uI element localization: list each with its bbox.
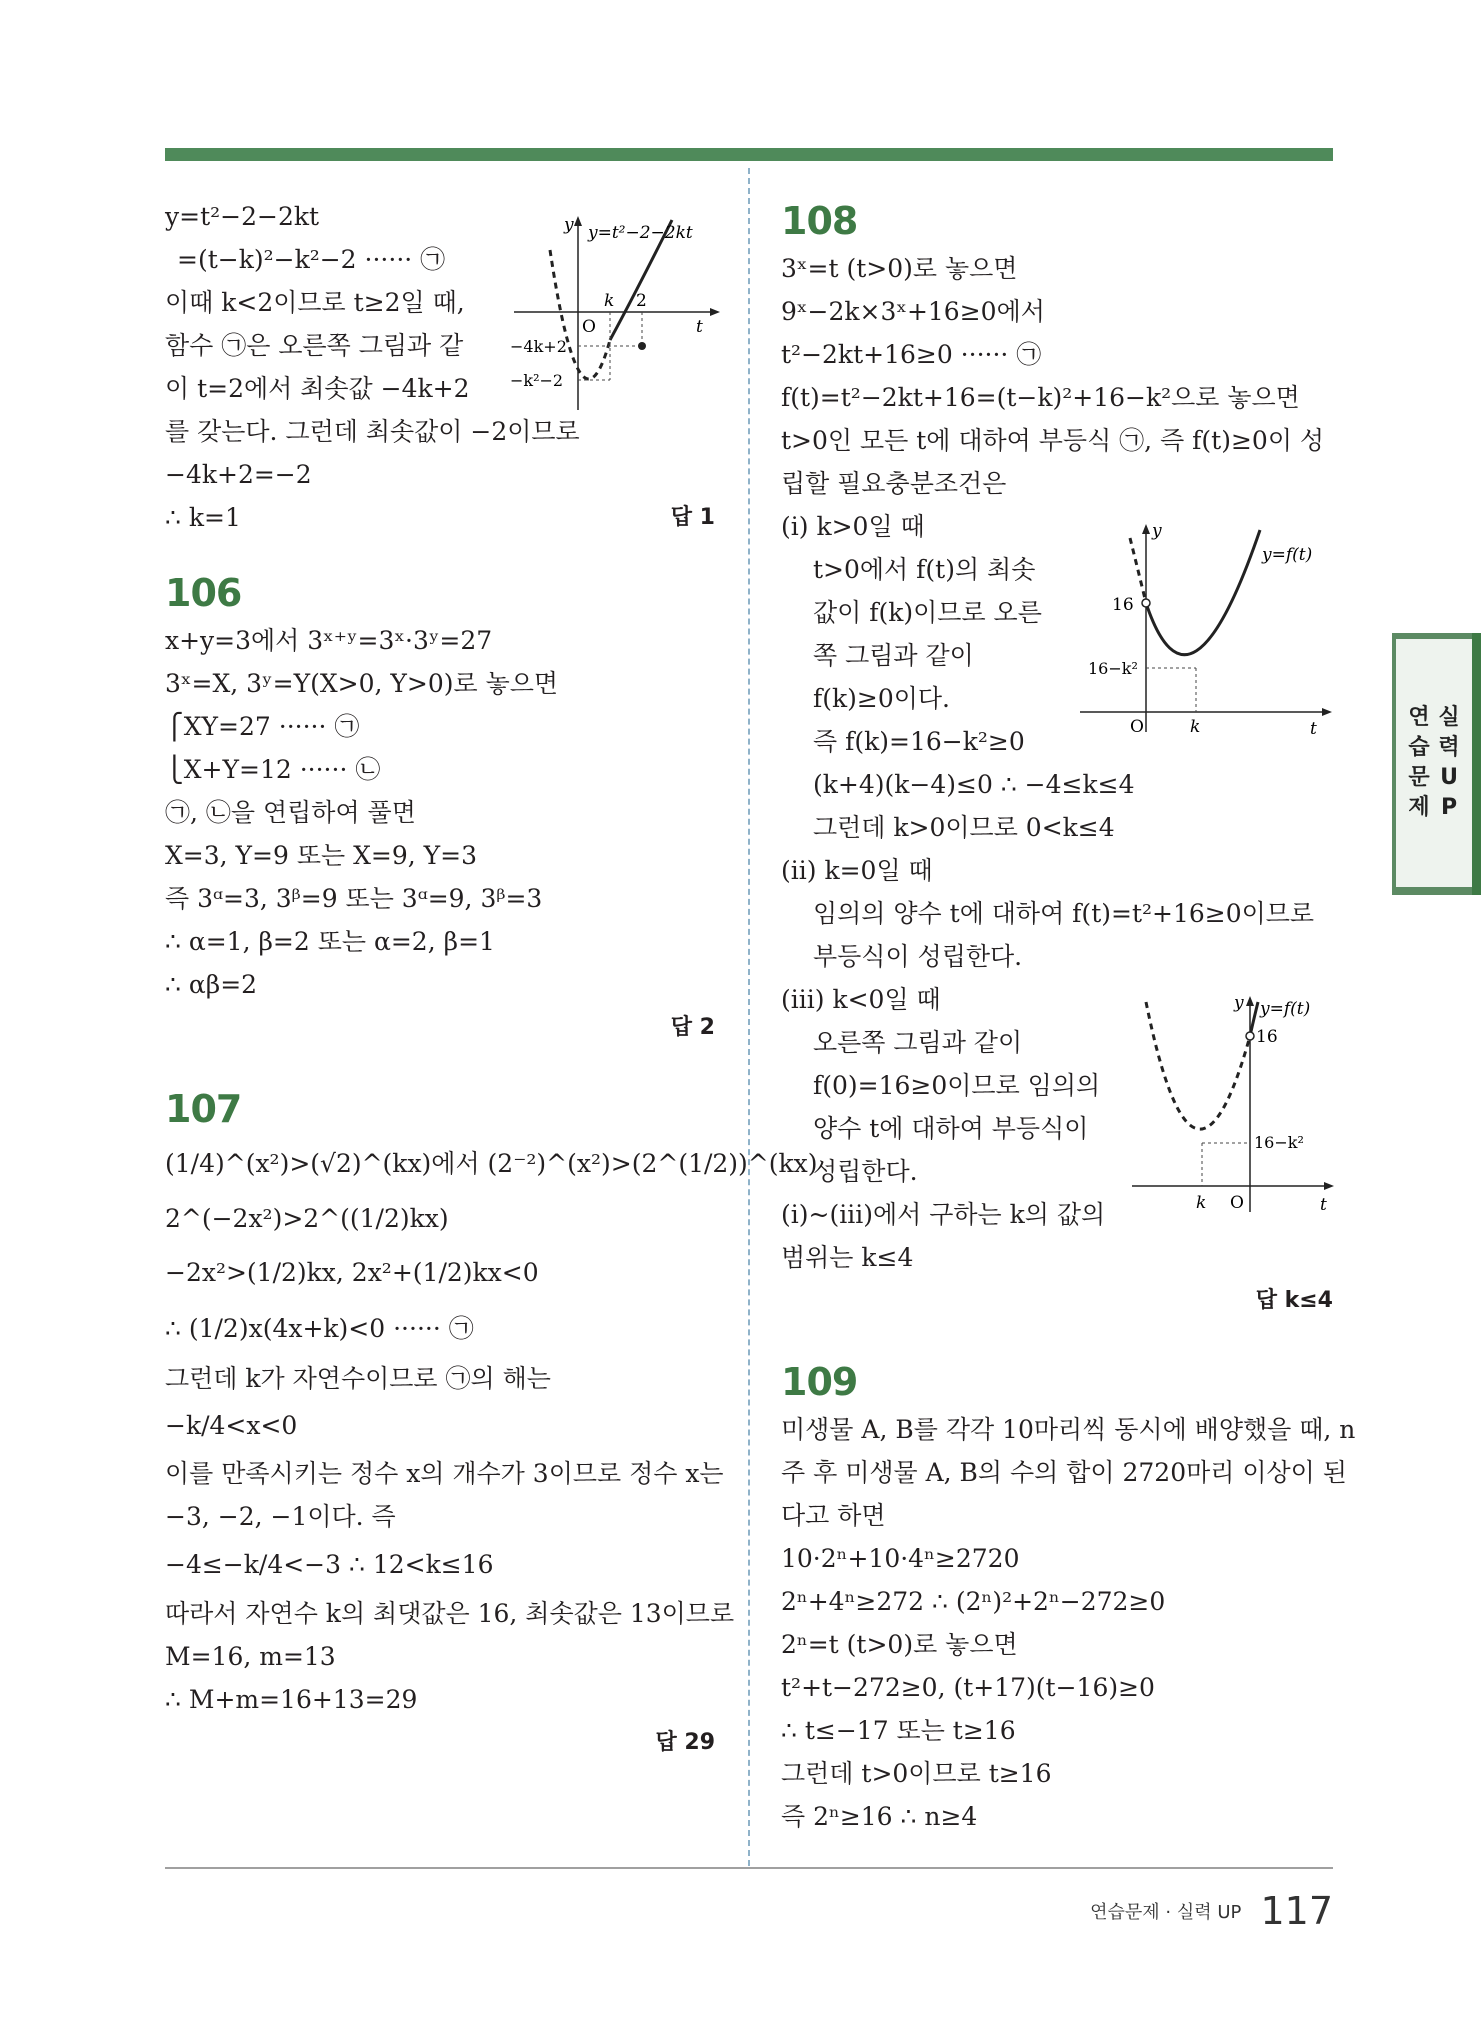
- solution-line: f(k)≥0이다.: [813, 684, 951, 713]
- value-label: 16: [1256, 1027, 1278, 1047]
- figure-108-case3: [1130, 990, 1340, 1220]
- figure-105-parabola: [510, 210, 730, 410]
- solution-line: 이를 만족시키는 정수 x의 개수가 3이므로 정수 x는: [165, 1459, 724, 1488]
- side-tab-char: 제: [1408, 795, 1430, 820]
- side-tab-char: 습: [1408, 735, 1430, 760]
- answer-105: 답 1: [670, 505, 715, 530]
- page-footer: [1090, 1889, 1333, 1933]
- solution-line: (i)~(iii)에서 구하는 k의 값의: [781, 1200, 1106, 1229]
- solution-line: x+y=3에서 3ˣ⁺ʸ=3ˣ·3ʸ=27: [165, 626, 493, 655]
- side-tab-char: 문: [1408, 765, 1430, 790]
- value-label: −4k+2: [510, 337, 567, 356]
- solution-line: 즉 3ᵅ=3, 3ᵝ=9 또는 3ᵅ=9, 3ᵝ=3: [165, 884, 543, 913]
- solution-line: y=t²−2−2kt: [165, 202, 320, 231]
- solution-line: t²−2kt+16≥0 ······ ㉠: [781, 340, 1042, 369]
- solution-line: −4k+2=−2: [165, 460, 312, 489]
- header-bar: [165, 148, 1333, 161]
- value-label: 16−k²: [1254, 1133, 1304, 1152]
- solution-line: 양수 t에 대하여 부등식이: [813, 1114, 1089, 1143]
- solution-line: 쪽 그림과 같이: [813, 641, 974, 670]
- solution-line: M=16, m=13: [165, 1642, 336, 1671]
- value-label: 16: [1112, 595, 1134, 615]
- solution-line: 임의의 양수 t에 대하여 f(t)=t²+16≥0이므로: [813, 899, 1315, 928]
- solution-line: 성립한다.: [813, 1157, 918, 1186]
- solution-line: 즉 2ⁿ≥16 ∴ n≥4: [781, 1802, 978, 1831]
- solution-line: 이 t=2에서 최솟값 −4k+2: [165, 374, 470, 403]
- side-tab-inner: [1396, 639, 1472, 887]
- solution-line: 부등식이 성립한다.: [813, 942, 1023, 971]
- solution-line: −k/4<x<0: [165, 1411, 298, 1440]
- solution-line: ㉠, ㉡을 연립하여 풀면: [165, 798, 416, 827]
- solution-line: ∴ k=1: [165, 503, 241, 532]
- solution-line: 범위는 k≤4: [781, 1243, 914, 1272]
- value-label: −k²−2: [510, 371, 564, 390]
- solution-line: t>0인 모든 t에 대하여 부등식 ㉠, 즉 f(t)≥0이 성: [781, 426, 1325, 455]
- side-tab-char: U: [1440, 765, 1458, 790]
- origin-label: O: [1130, 717, 1144, 737]
- axis-label-t: t: [696, 317, 703, 337]
- solution-line: ⎩X+Y=12 ······ ㉡: [165, 755, 381, 784]
- solution-line: 따라서 자연수 k의 최댓값은 16, 최솟값은 13이므로: [165, 1599, 735, 1628]
- curve-label: y=t²−2−2kt: [588, 223, 693, 243]
- curve-label: y=f(t): [1262, 545, 1313, 565]
- problem-107-solution: [165, 1135, 818, 1764]
- solution-line: t²+t−272≥0, (t+17)(t−16)≥0: [781, 1673, 1155, 1702]
- curve-label: y=f(t): [1260, 999, 1311, 1019]
- side-tab-char: 력: [1438, 735, 1460, 760]
- solution-line: 미생물 A, B를 각각 10마리씩 동시에 배양했을 때, n: [781, 1415, 1356, 1444]
- axis-label-t: t: [1310, 719, 1317, 739]
- side-tab-char: P: [1440, 795, 1458, 820]
- solution-line: 값이 f(k)이므로 오른: [813, 598, 1042, 627]
- solution-line: 립할 필요충분조건은: [781, 469, 1007, 498]
- solution-line: X=3, Y=9 또는 X=9, Y=3: [165, 841, 477, 870]
- side-tab-accent: [1472, 633, 1481, 895]
- solution-line: f(t)=t²−2kt+16=(t−k)²+16−k²으로 놓으면: [781, 383, 1300, 412]
- solution-line: 2ⁿ+4ⁿ≥272 ∴ (2ⁿ)²+2ⁿ−272≥0: [781, 1587, 1166, 1616]
- origin-label: O: [582, 317, 596, 337]
- solution-line: ∴ α=1, β=2 또는 α=2, β=1: [165, 927, 495, 956]
- side-tab-char: 실: [1438, 705, 1460, 730]
- value-label: 16−k²: [1088, 659, 1138, 678]
- footer-rule: [165, 1867, 1333, 1869]
- axis-label-y: y: [1152, 521, 1162, 541]
- solution-line: 3ˣ=X, 3ʸ=Y(X>0, Y>0)로 놓으면: [165, 669, 559, 698]
- axis-label-t: t: [1320, 1195, 1327, 1215]
- problem-109-solution: [781, 1408, 1356, 1838]
- solution-line: 를 갖는다. 그런데 최솟값이 −2이므로: [165, 417, 580, 446]
- axis-label-y: y: [1234, 993, 1244, 1013]
- solution-line: 2^(−2x²)>2^((1/2)kx): [165, 1204, 449, 1233]
- axis-label-y: y: [564, 215, 574, 235]
- solution-line: f(0)=16≥0이므로 임의의: [813, 1071, 1101, 1100]
- solution-line: 그런데 k가 자연수이므로 ㉠의 해는: [165, 1364, 551, 1393]
- problem-number-106: 106: [165, 571, 242, 615]
- solution-line: 3ˣ=t (t>0)로 놓으면: [781, 254, 1018, 283]
- solution-line: −3, −2, −1이다. 즉: [165, 1502, 396, 1531]
- solution-line: ∴ (1/2)x(4x+k)<0 ······ ㉠: [165, 1314, 474, 1343]
- solution-line: 즉 f(k)=16−k²≥0: [813, 727, 1025, 756]
- tick-label-k: k: [1196, 1193, 1207, 1213]
- solution-line: ⎧XY=27 ······ ㉠: [165, 712, 360, 741]
- case-heading: (ii) k=0일 때: [781, 856, 933, 885]
- answer-108: 답 k≤4: [1255, 1288, 1333, 1313]
- case-heading: (i) k>0일 때: [781, 512, 925, 541]
- solution-line: (1/4)^(x²)>(√2)^(kx)에서 (2⁻²)^(x²)>(2^(1/2))^(kx): [165, 1149, 818, 1178]
- problem-number-108: 108: [781, 199, 858, 243]
- problem-number-107: 107: [165, 1087, 242, 1131]
- answer-106: 답 2: [670, 1015, 715, 1040]
- solution-line: ∴ M+m=16+13=29: [165, 1685, 418, 1714]
- figure-108-case1: [1078, 520, 1340, 742]
- tick-label-2: 2: [636, 291, 647, 311]
- chapter-side-tab: [1392, 633, 1481, 895]
- solution-line: =(t−k)²−k²−2 ······ ㉠: [177, 245, 446, 274]
- side-tab-char: 연: [1408, 705, 1430, 730]
- solution-line: 10·2ⁿ+10·4ⁿ≥2720: [781, 1544, 1020, 1573]
- solution-line: ∴ t≤−17 또는 t≥16: [781, 1716, 1016, 1745]
- solution-line: 주 후 미생물 A, B의 수의 합이 2720마리 이상이 된: [781, 1458, 1347, 1487]
- solution-line: 9ˣ−2k×3ˣ+16≥0에서: [781, 297, 1045, 326]
- solution-line: ∴ αβ=2: [165, 970, 258, 999]
- footer-section-label: 연습문제 · 실력 UP: [1090, 1902, 1242, 1923]
- page-number: 117: [1260, 1889, 1333, 1933]
- solution-line: 2ⁿ=t (t>0)로 놓으면: [781, 1630, 1018, 1659]
- problem-106-solution: [165, 619, 715, 1049]
- solution-line: 그런데 t>0이므로 t≥16: [781, 1759, 1052, 1788]
- solution-line: −4≤−k/4<−3 ∴ 12<k≤16: [165, 1550, 494, 1579]
- answer-107: 답 29: [655, 1730, 715, 1755]
- solution-line: 다고 하면: [781, 1501, 886, 1530]
- solution-line: t>0에서 f(t)의 최솟: [813, 555, 1036, 584]
- solution-line: 그런데 k>0이므로 0<k≤4: [813, 813, 1115, 842]
- solution-line: (k+4)(k−4)≤0 ∴ −4≤k≤4: [813, 770, 1135, 799]
- origin-label: O: [1230, 1193, 1244, 1213]
- solution-line: 함수 ㉠은 오른쪽 그림과 같: [165, 331, 464, 360]
- solution-line: 이때 k<2이므로 t≥2일 때,: [165, 288, 465, 317]
- column-divider: [748, 168, 750, 1866]
- case-heading: (iii) k<0일 때: [781, 985, 941, 1014]
- solution-line: 오른쪽 그림과 같이: [813, 1028, 1023, 1057]
- tick-label-k: k: [604, 291, 615, 311]
- problem-number-109: 109: [781, 1360, 858, 1404]
- tick-label-k: k: [1190, 717, 1201, 737]
- solution-line: −2x²>(1/2)kx, 2x²+(1/2)kx<0: [165, 1258, 539, 1287]
- left-column: [165, 195, 818, 1764]
